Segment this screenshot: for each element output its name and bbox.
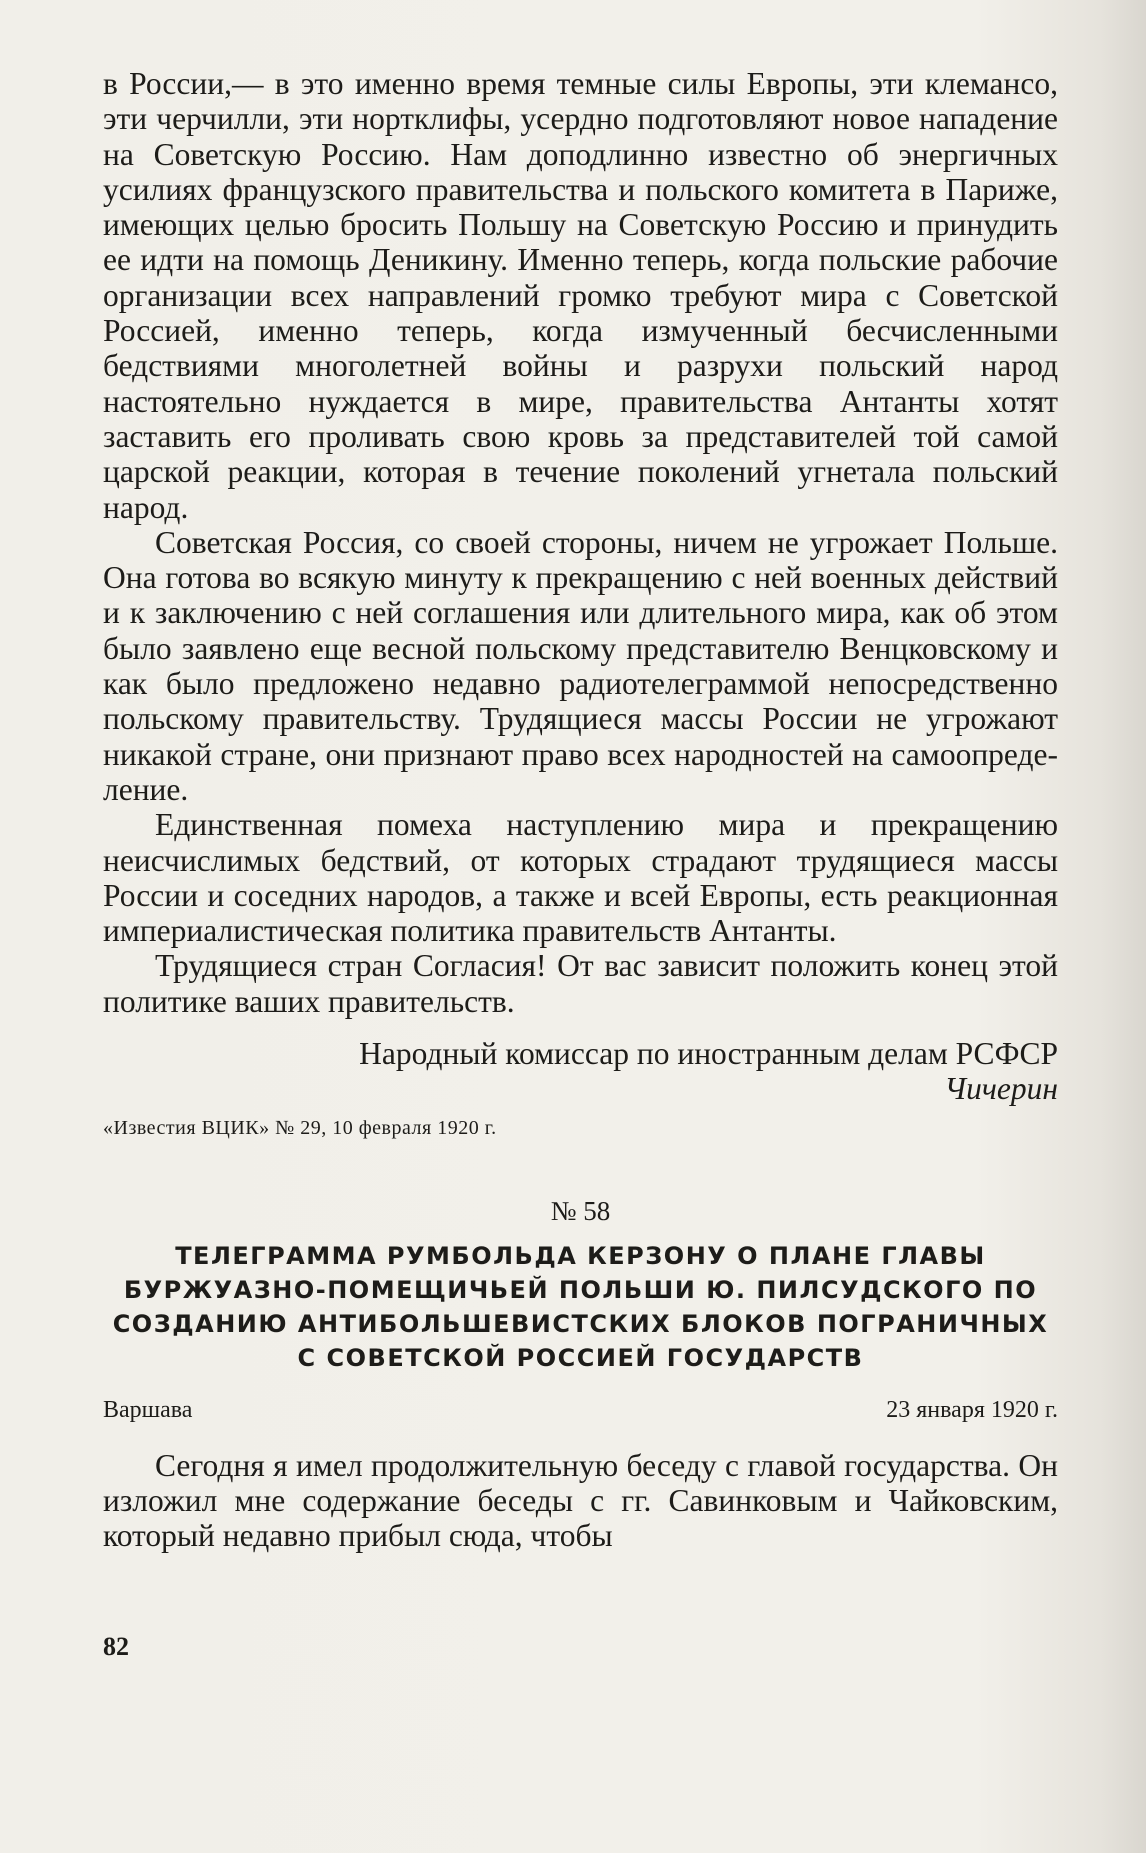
document-place: Варшава (103, 1396, 193, 1423)
signature-position: Народный комиссар по иностранным делам РСФСР (359, 1036, 1058, 1072)
text-column (103, 66, 1058, 1554)
place-date-line (103, 1397, 1058, 1424)
signature-name: Чичерин (944, 1071, 1058, 1107)
source-citation: «Известия ВЦИК» № 29, 10 февраля 1920 г. (103, 1116, 497, 1139)
page-number: 82 (103, 1632, 129, 1661)
paragraph-3: Единственная помеха наступлению мира и прекращению неисчислимых бедствий, от которых страдают трудящиеся массы России и соседних народов, а также и всей Европы, есть реакционная империалистическая политика правительств Антанты. (103, 807, 1058, 949)
paragraph-2: Советская Россия, со своей стороны, ничем не угрожает Польше. Она готова во всякую минуту к прекращению с ней военных действий и к заключению с ней соглашения или длительного мира, как об этом было заявлено еще весной польскому представителю Венцковскому и как было предложено недавно радиотелеграммой непосредственно польскому правительству. Трудящиеся массы России не угрожают никакой стране, они признают право всех народностей на самоопределение. (103, 524, 1058, 807)
document-title: ТЕЛЕГРАММА РУМБОЛЬДА КЕРЗОНУ О ПЛАНЕ ГЛАВЫ БУРЖУАЗНО-ПОМЕЩИЧЬЕЙ ПОЛЬШИ Ю. ПИЛСУДСКОГО ПО СОЗДАНИЮ АНТИБОЛЬШЕВИСТСКИХ БЛОКОВ ПОГРАНИЧНЫХ С СОВЕТСКОЙ РОССИЕЙ ГОСУДАРСТВ (112, 1241, 1049, 1372)
paragraph-1: в России,— в это именно время темные силы Европы, эти клемансо, эти черчилли, эти нортклифы, усердно подготовляют новое нападение на Советскую Россию. Нам доподлинно известно об энергичных усилиях французского правительства и польского комитета в Париже, имеющих целью бросить Польшу на Советскую Россию и принудить ее идти на помощь Деникину. Именно теперь, когда польские рабочие организации всех направлений громко требуют мира с Советской Россией, именно теперь, когда измученный бесчисленными бедствиями многолетней войны и разрухи польский народ настоятельно нуждается в мире, правительства Антанты хотят заставить его проливать свою кровь за представителей той самой царской реакции, которая в течение поколений угнетала польский народ. (103, 66, 1058, 525)
document-text: Сегодня я имел продолжительную беседу с главой государства. Он изложил мне содержание беседы с гг. Савинковым и Чайковским, который недавно прибыл сюда, чтобы (103, 1447, 1058, 1554)
document-number: № 58 (550, 1195, 611, 1226)
document-date: 23 января 1920 г. (886, 1396, 1058, 1423)
paragraph-4: Трудящиеся стран Согласия! От вас зависит положить конец этой политике ваших правительств. (103, 948, 1058, 1019)
